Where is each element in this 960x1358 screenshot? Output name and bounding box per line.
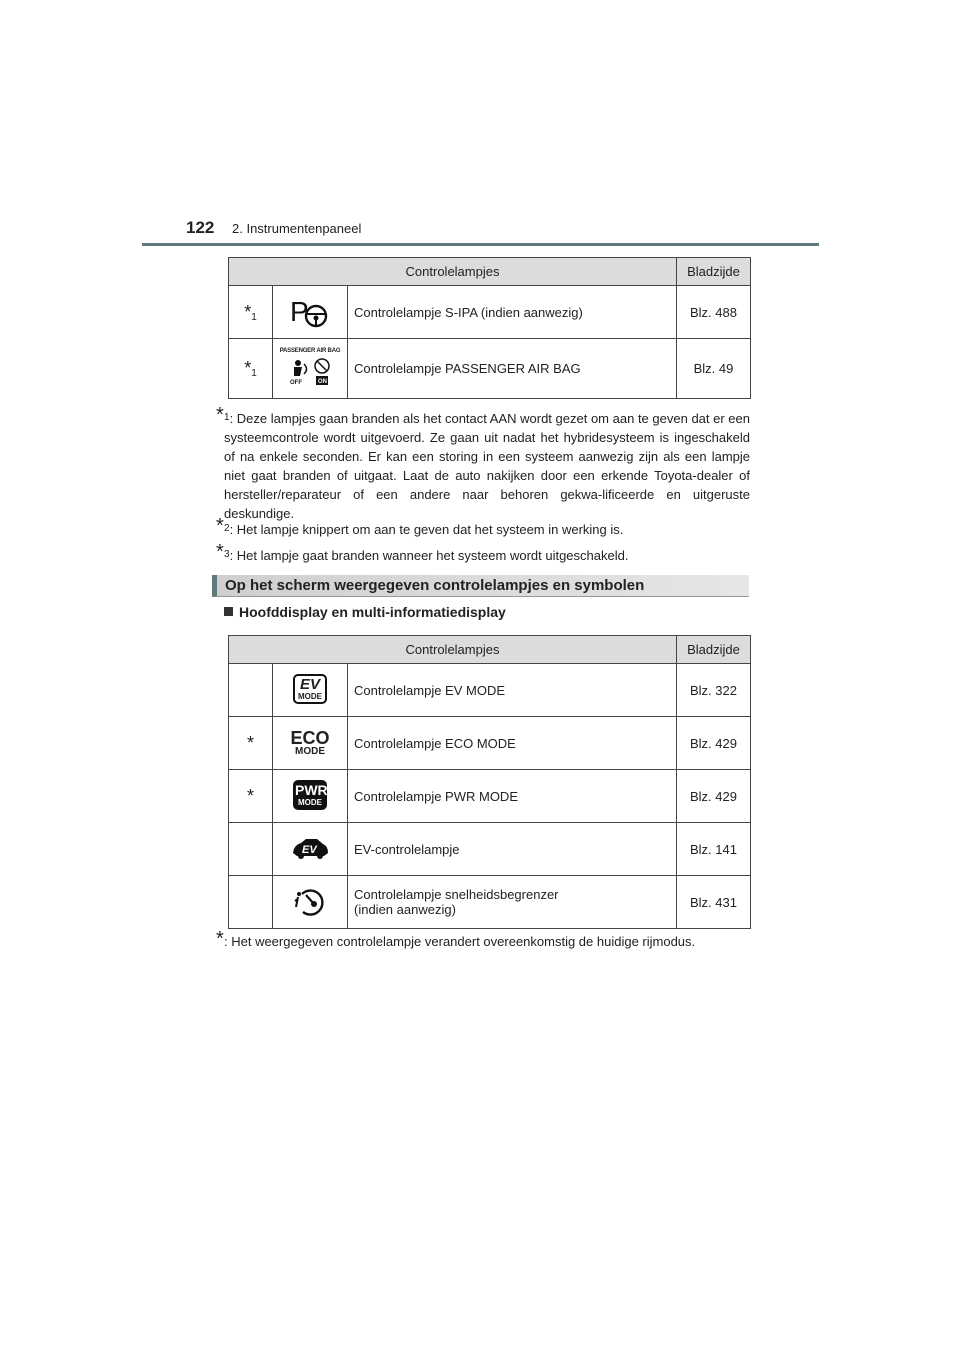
page-reference: Blz. 488 [677, 286, 751, 339]
indicator-table-2 [228, 635, 751, 929]
ev-indicator-label: EV [302, 843, 317, 856]
eco-mode-icon: ECO MODE [273, 717, 348, 770]
row-description: Controlelampje ECO MODE [348, 717, 677, 770]
footnote-3: * $^3$: Het lampje gaat branden wanneer het systeem wordt uitgeschakeld. [216, 541, 629, 563]
page-reference: Blz. 431 [677, 876, 751, 929]
row-description: Controlelampje EV MODE [348, 664, 677, 717]
footnote-mark: *1 [229, 339, 273, 399]
ev-mode-icon: EV MODE [293, 674, 327, 704]
footnote-bottom: * : Het weergegeven controlelampje verandert overeenkomstig de huidige rijmodus. [216, 928, 696, 950]
section-header: Op het scherm weergegeven controlelampjes en symbolen [212, 575, 749, 597]
page-reference: Blz. 49 [677, 339, 751, 399]
footnote-mark: * [229, 770, 273, 823]
table-row [229, 717, 751, 770]
svg-text:P: P [290, 295, 309, 327]
square-bullet-icon [224, 607, 233, 616]
indicator-table-1 [228, 257, 751, 399]
table-row [229, 876, 751, 929]
subheading: Hoofddisplay en multi-informatiedisplay [224, 604, 506, 620]
row-description: Controlelampje PASSENGER AIR BAG [348, 339, 677, 399]
footnote-mark [229, 664, 273, 717]
page-reference: Blz. 429 [677, 717, 751, 770]
row-description: EV-controlelampje [348, 823, 677, 876]
airbag-label: PASSENGER AIR BAG [279, 348, 341, 354]
footnote-2: * $^2$: Het lampje knippert om aan te geven dat het systeem in werking is. [216, 515, 624, 537]
table-row [229, 770, 751, 823]
pwr-mode-icon: PWR MODE [293, 780, 327, 810]
column-header-page: Bladzijde [677, 258, 751, 286]
page-number: 122 [186, 218, 215, 237]
table-header-row [229, 258, 751, 286]
row-description: Controlelampje S-IPA (indien aanwezig) [348, 286, 677, 339]
column-header-page: Bladzijde [677, 636, 751, 664]
footnote-1: * $^1$: Deze lampjes gaan branden als het contact AAN wordt gezet om aan te geven dat er een systeemcontrole wordt uitgevoerd. Ze gaan uit nadat het hybridesysteem is ingeschakeld of na enkele seconden. Er kan een storing in een systeem aanwezig zijn als een lampje niet gaat branden of uitgaat. Laat de auto nakijken door een erkende Toyota-dealer of hersteller/reparateur of een andere naar behoren gekwa-lificeerde en uitgeruste deskundige. [216, 404, 750, 521]
column-header-lamps: Controlelampjes [229, 258, 677, 286]
table-row [229, 339, 751, 399]
airbag-on-label: ON [318, 379, 327, 385]
ev-indicator-icon [273, 823, 348, 876]
footnote-mark [229, 823, 273, 876]
page-reference: Blz. 429 [677, 770, 751, 823]
row-description: Controlelampje snelheidsbegrenzer (indien aanwezig) [348, 876, 677, 929]
footnote-mark: *1 [229, 286, 273, 339]
footnote-mark [229, 876, 273, 929]
table-header-row [229, 636, 751, 664]
s-ipa-icon [273, 286, 348, 339]
header-rule [142, 243, 819, 246]
column-header-lamps: Controlelampjes [229, 636, 677, 664]
passenger-airbag-icon [273, 339, 348, 399]
chapter-title: 2. Instrumentenpaneel [232, 221, 362, 236]
page-reference: Blz. 322 [677, 664, 751, 717]
airbag-off-label: OFF [290, 380, 302, 386]
table-row [229, 286, 751, 339]
row-description: Controlelampje PWR MODE [348, 770, 677, 823]
table-row [229, 823, 751, 876]
page-reference: Blz. 141 [677, 823, 751, 876]
footnote-mark: * [229, 717, 273, 770]
speed-limiter-icon [273, 876, 348, 929]
table-row [229, 664, 751, 717]
